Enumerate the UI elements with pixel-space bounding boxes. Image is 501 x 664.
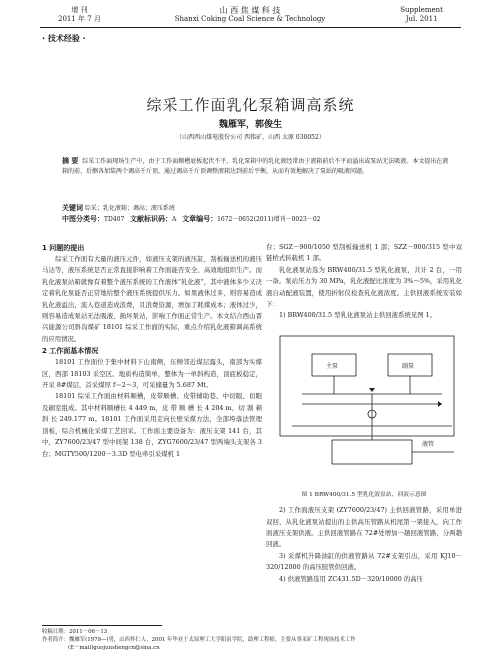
abstract-label: 摘 要 xyxy=(62,157,79,165)
paragraph-support-pipeline: 2) 工作面液压支架 (ZY7600/23/47) 主供回液管路，采用单进双回，从乳化液泵站提出的主供高压管路从机尾第一架接入，向工作面液压支架供液。主供回液管路在 72#处增加一趟回液管路，分两趟回液。 xyxy=(266,506,462,549)
paragraph-pump-station: 乳化液泵站选为 BRW400/31.5 型乳化液泵，共计 2 台，一用一备。泵站压力为 30 MPa，乳化液配比浓度为 3%～5%，采用乳化液自动配液装置，使用折射仪检查乳化液浓度。主供回液系统安装如下： xyxy=(266,265,462,309)
keywords-label: 关键词 xyxy=(62,204,83,212)
arrow-right-icon xyxy=(438,401,442,407)
clc-label: 中图分类号： xyxy=(62,215,104,223)
article-affiliation: （山西西山煤电股份公司 西铭矿，山西 太原 030052） xyxy=(176,134,325,141)
header-journal xyxy=(150,6,350,24)
fig-label-pipe: 液管 xyxy=(422,440,435,448)
arrow-down-icon xyxy=(369,388,375,392)
fig-label-spare-pump: 副泵 xyxy=(402,362,415,370)
article-title: 综采工作面乳化泵箱调高系统 xyxy=(146,96,355,114)
footnote xyxy=(42,625,462,652)
column-left xyxy=(42,242,262,460)
tank-box xyxy=(332,440,412,464)
keywords xyxy=(62,203,452,214)
journal-name-en: Shanxi Coking Coal Science & Technology xyxy=(174,15,326,23)
pump-diagram-svg xyxy=(272,328,462,488)
column-right xyxy=(266,242,462,585)
doc-code-value: A xyxy=(172,216,177,223)
header-issue: 增 刊 xyxy=(71,6,88,14)
figure-pump-diagram xyxy=(272,328,462,488)
author-bio: 魏雁军(1979—)男，山西怀仁人，2001 年毕业于太原理工大学阳泉学院，助理工程师，主要从事采矿工程现场技术工作 xyxy=(68,637,356,643)
paragraph-shearer-pipeline: 3) 采煤机升降油缸的供液管路从 72#支架引出，采用 KJ10－320/12000 的高压胶管供回液。 xyxy=(266,551,462,572)
fig-label-main-pump: 主泵 xyxy=(326,362,339,370)
figure-caption: 图 1 BRW400/31.5 型乳化液泵站、回液示意图 xyxy=(301,491,427,498)
header-supplement: Supplement xyxy=(400,6,443,14)
author-email: (E－mail)guojunshengcn@sina.cn xyxy=(68,645,160,651)
paragraph-workface-equipment: 18101 综采工作面由材料顺槽，皮带顺槽、皮带辅助巷、中切眼、切眼及刷室组成。其中材料顺槽长 4 449 m，皮 带 顺 槽 长 4 204 m，切 割 顿 斜 长 249.177 m。18101 工作面采用走向长壁采煤方法，全部垮落法管理顶板，综合机械化采煤工艺回采。工作面主要设备为：液压支架 141 台，其中，ZY7600/23/47 型中间架 138 台，ZYG7600/23/47 型两端头支架各 3 台；MGTY500/1200－3.3D 型电牵引采煤机 1 xyxy=(42,392,262,458)
journal-name-cn: 山 西 焦 煤 科 技 xyxy=(219,6,281,15)
section-tag: · 技术经验 · xyxy=(42,34,86,43)
abstract-text: 综采工作面现场生产中，由于工作面顺槽底板起伏不平，乳化泵箱中的乳化液经常由于液箱前后不平而溢出或泵站无法吸液。本文提出在液箱的前、后侧各加装两个调高千斤顶，通过调高千斤顶调整液箱达到前后平衡，从而有效地解决了泵站的吸液问题。 xyxy=(62,158,449,175)
abstract xyxy=(62,156,452,177)
author-bio-label: 作者简介： xyxy=(42,637,69,643)
heading-workface: 2 工作面基本情况 xyxy=(42,347,99,356)
header-right xyxy=(400,6,443,24)
header-date-en: Jul. 2011 xyxy=(405,15,438,23)
paragraph-workface-geology: 18101 工作面位于集中材料下山南侧，东侧邻近煤层露头，南部为实煤区，西部 18103 采空区。地质构造简单，整体为一单斜构造，顶底板稳定，开采 8#煤层，首采煤厚 f＝2～3，可采储量为 5.687 Mt。 xyxy=(42,358,262,390)
paragraph-system-ref: 1) BRW400/31.5 型乳化液泵站主供回液系统见图 1。 xyxy=(279,311,437,320)
received-date: 收稿日期：2011－06－13 xyxy=(42,629,108,635)
keywords-text: 综采；乳化液箱；调高；液压系统 xyxy=(84,205,175,212)
page-header xyxy=(0,0,501,30)
doc-code-label: 文献标识码： xyxy=(130,215,172,223)
article-id-label: 文章编号： xyxy=(182,215,218,223)
paragraph-equipment-cont: 台；SGZ－900/1050 型刮板输送机 1 部；SZZ－900/315 型中双链桥式转载机 1 部。 xyxy=(266,243,462,263)
article-id-value: 1672－0652(2011)增刊－0023－02 xyxy=(217,216,321,223)
header-date: 2011 年 7 月 xyxy=(58,15,101,23)
header-rule xyxy=(40,27,461,28)
diagram-frame xyxy=(280,336,454,436)
classification-line xyxy=(62,214,452,225)
header-left xyxy=(58,6,101,24)
paragraph-problem: 综采工作面有大量的液压元件，如液压支架的液压缸，刮板输送机的液压马达等，液压系统是否正常直接影响着工作面能否安全、高效地组织生产。而乳化液泵站箱就像有着整个液压系统的工作液体“乳化液”，其中液体多少又决定着乳化泵能否正常地给整个液压系统提供压力。如果液体过多，则容易造成乳化液溢出，流入巷道造成浪费，且浪费资源，增加了耗煤成本；液体过少，则容易造成泵站无法吸液，损坏泵站，影响工作面正常生产。本文结合西山晋兴能源公司斜沟煤矿 18101 综采工作面的实际，重点介绍乳化液箱调高系统的应用情况。 xyxy=(42,255,262,343)
footnote-rule xyxy=(42,625,162,626)
heading-problem: 1 问题的提出 xyxy=(42,244,85,252)
article-authors: 魏雁军，郭俊生 xyxy=(218,120,282,130)
paragraph-supply-pipeline: 4) 供液管路选用 ZC431.5D－320/10000 的高压 xyxy=(279,574,423,583)
clc-value: TD407 xyxy=(104,216,125,223)
